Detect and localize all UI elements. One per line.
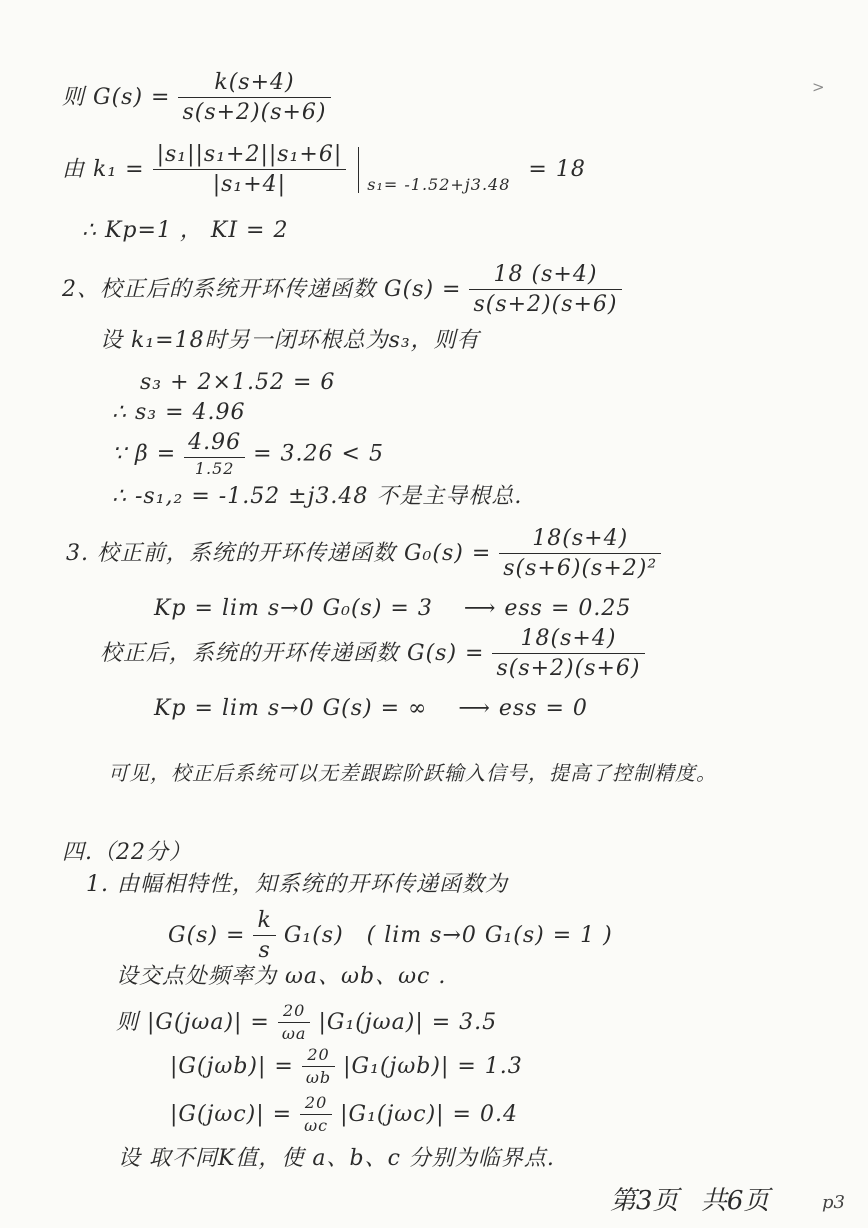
magnitude-line <box>170 1094 518 1136</box>
line-tail: |G₁(jωc)| = 0.4 <box>340 1101 518 1127</box>
line-lead: |G(jωb)| = <box>170 1053 294 1079</box>
page-footer <box>610 1180 769 1217</box>
transfer-function-line <box>62 262 622 318</box>
page-indicator: 第3页 <box>610 1186 679 1216</box>
transfer-function-line <box>66 526 661 582</box>
evaluation-point: s₁= -1.52+j3.48 <box>367 174 511 194</box>
text-line: 设 取不同K值，使 a、b、c 分别为临界点. <box>118 1146 555 1171</box>
numerator: 20 <box>300 1094 332 1115</box>
numerator: 18(s+4) <box>492 626 644 654</box>
transfer-function-line <box>100 626 645 682</box>
page-number: p3 <box>822 1192 845 1213</box>
text-line: Kp = lim s→0 G(s) = ∞ ⟶ ess = 0 <box>154 696 588 721</box>
numerator: k(s+4) <box>178 70 330 98</box>
text-line: 设交点处频率为 ωa、ωb、ωc . <box>116 964 447 989</box>
line-lead: 3. 校正前，系统的开环传递函数 G₀(s) = <box>66 540 492 566</box>
fraction <box>153 142 347 198</box>
line-tail: |G₁(jωb)| = 1.3 <box>343 1053 523 1079</box>
denominator: s(s+2)(s+6) <box>496 656 641 682</box>
numerator: 20 <box>302 1046 335 1067</box>
fraction <box>300 1094 332 1136</box>
denominator: s(s+2)(s+6) <box>473 292 618 318</box>
numerator: k <box>253 908 275 936</box>
fraction <box>184 430 245 479</box>
line-tail: G₁(s) ( lim s→0 G₁(s) = 1 ) <box>283 922 613 948</box>
text-line: 可见，校正后系统可以无差跟踪阶跃输入信号，提高了控制精度。 <box>108 761 717 785</box>
text-line: Kp = lim s→0 G₀(s) = 3 ⟶ ess = 0.25 <box>154 596 632 621</box>
text-line: ∴ Kp=1 ， KI = 2 <box>82 218 289 243</box>
denominator: s(s+2)(s+6) <box>182 100 327 126</box>
magnitude-line <box>116 1002 497 1044</box>
line-lead: 校正后，系统的开环传递函数 G(s) = <box>100 640 485 666</box>
transfer-function-line <box>168 908 613 964</box>
text-line: ∴ -s₁,₂ = -1.52 ±j3.48 不是主导根总. <box>112 484 523 509</box>
transfer-function-line <box>62 70 331 126</box>
line-lead: G(s) = <box>168 922 246 948</box>
line-lead: ∵ β = <box>112 441 177 467</box>
fraction <box>302 1046 335 1088</box>
denominator: ωb <box>305 1068 332 1088</box>
denominator: s(s+6)(s+2)² <box>503 556 658 582</box>
line-lead: 由 k₁ = <box>62 156 145 182</box>
text-line: s₃ + 2×1.52 = 6 <box>140 370 336 395</box>
line-tail: = 3.26 < 5 <box>253 441 384 467</box>
denominator: 1.52 <box>194 459 235 479</box>
gain-calculation-line <box>62 142 586 198</box>
evaluation-bar <box>358 147 359 193</box>
corner-mark: > <box>812 78 825 96</box>
denominator: |s₁+4| <box>212 172 287 198</box>
line-lead: 则 G(s) = <box>62 84 171 110</box>
total-pages: 共6页 <box>700 1186 770 1216</box>
ratio-line <box>112 430 384 479</box>
fraction <box>253 908 275 964</box>
denominator: ωc <box>304 1116 329 1136</box>
denominator: ωa <box>281 1024 307 1044</box>
numerator: 18 (s+4) <box>469 262 621 290</box>
section-heading: 四.（22分） <box>62 840 192 865</box>
magnitude-line <box>170 1046 523 1088</box>
numerator: 4.96 <box>184 430 245 458</box>
line-tail: |G₁(jωa)| = 3.5 <box>318 1009 498 1035</box>
text-line: 1. 由幅相特性，知系统的开环传递函数为 <box>86 872 508 897</box>
line-tail: = 18 <box>528 156 586 182</box>
fraction <box>469 262 621 318</box>
fraction <box>278 1002 311 1044</box>
numerator: 20 <box>278 1002 311 1023</box>
text-line: ∴ s₃ = 4.96 <box>112 400 246 425</box>
fraction <box>492 626 644 682</box>
denominator: s <box>258 938 271 964</box>
fraction <box>178 70 330 126</box>
line-lead: |G(jωc)| = <box>170 1101 293 1127</box>
text-line: 设 k₁=18时另一闭环根总为s₃，则有 <box>100 328 480 353</box>
numerator: 18(s+4) <box>499 526 661 554</box>
line-lead: 则 |G(jωa)| = <box>116 1009 270 1035</box>
numerator: |s₁||s₁+2||s₁+6| <box>153 142 347 170</box>
line-lead: 2、校正后的系统开环传递函数 G(s) = <box>62 276 462 302</box>
fraction <box>499 526 661 582</box>
